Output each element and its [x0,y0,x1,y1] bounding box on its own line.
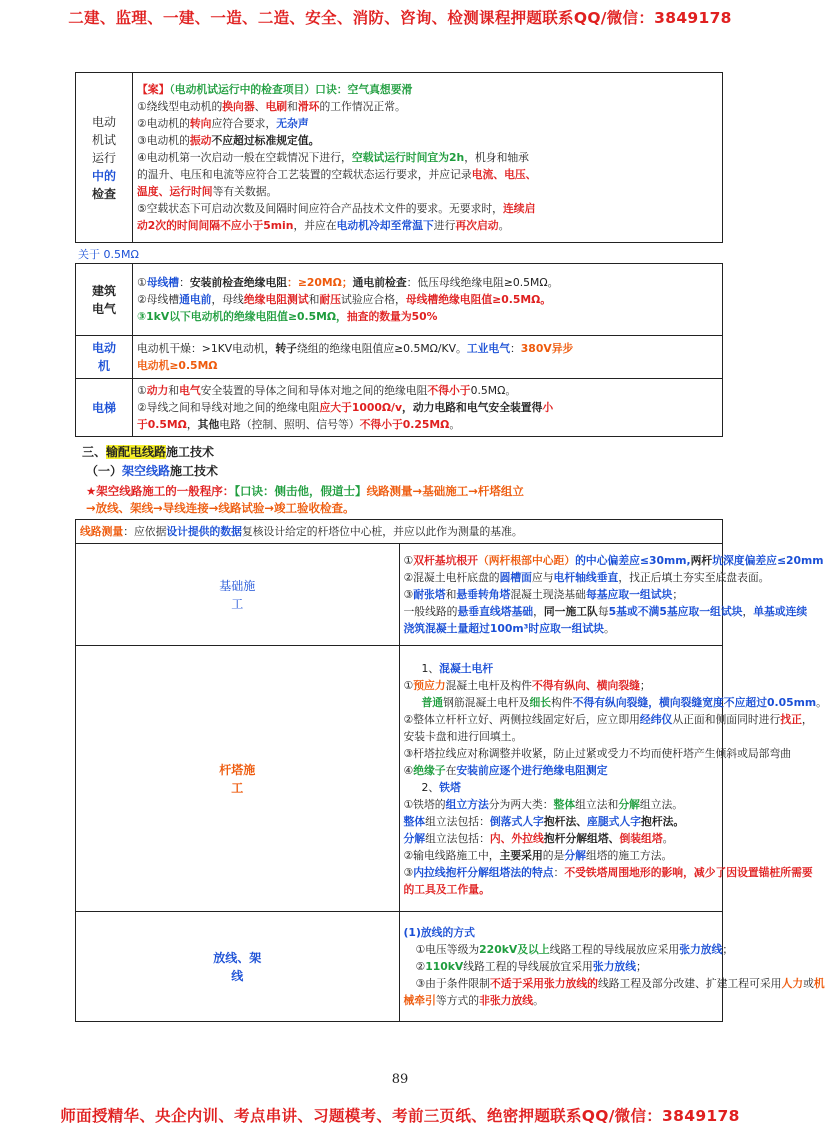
stringing-content: (1)放线的方式 ①电压等级为220kV及以上线路工程的导线展放应采用张力放线； ②110kV线路工程的导线展放宜采用张力放线； ③由于条件限制不适于采用张力放线的线路工程及部分改建、扩建工程可采用人力或机 械牵引等方式的非张力放线。 [399,912,723,1022]
building-electrical-label: 建筑 电气 [76,264,133,336]
tower-label: 杆塔施 工 [76,646,400,912]
note-05-mohm: 关于 0.5MΩ [78,248,139,261]
overhead-line-table [75,519,827,1022]
tower-content: 1、混凝土电杆 ①预应力混凝土电杆及构件不得有纵向、横向裂缝； 普通钢筋混凝土电杆及细长构件不得有纵向裂缝，横向裂缝宽度不应超过0.05mm。 ②整体立杆杆立好、两侧拉线固定好后，应立即用经纬仪从正面和侧面同时进行找正， 安装卡盘和进行回填土。 ③杆塔拉线应对称调整并收紧，防止过紧或受力不均而使杆塔产生倾斜或局部弯曲 ④绝缘子在安装前应逐个进行绝缘电阻测定 2、铁塔 ①铁塔的组立方法分为两大类：整体组立法和分解组立法。 整体组立法包括：倒落式人字抱杆法、座腿式人字抱杆法。 分解组立法包括：内、外拉线抱杆分解组塔、倒装组塔。 ②输电线路施工中，主要采用的是分解组塔的施工方法。 ③内拉线抱杆分解组塔法的特点：不受铁塔周围地形的影响，减少了因设置锚桩所需要 的工具及工作量。 [399,646,723,912]
section-3-heading: 三、输配电线路施工技术 [82,445,215,459]
stringing-label: 放线、架 线 [76,912,400,1022]
line-survey-row: 线路测量：应依据设计提供的数据复核设计给定的杆塔位中心桩，并应以此作为测量的基准。 [76,520,723,544]
motor-check-table [75,72,723,243]
motor-label: 电动 机 [76,336,133,379]
building-electrical-content: ①母线槽：安装前检查绝缘电阻：≥20MΩ；通电前检查：低压母线绝缘电阻≥0.5MΩ。 ②母线槽通电前，母线绝缘电阻测试和耐压试验应合格，母线槽绝缘电阻值≥0.5MΩ。 ③1kV以下电动机的绝缘电阻值≥0.5MΩ，抽查的数量为50% [133,264,723,336]
top-promo-banner: 二建、监理、一建、一造、二造、安全、消防、咨询、检测课程押题联系QQ/微信：3849178 [68,9,732,27]
section-3-1-heading: （一）架空线路施工技术 [86,464,219,478]
insulation-table [75,263,723,437]
motor-check-content: 【案】（电动机试运行中的检查项目）口诀：空气真想要滑 ①绕线型电动机的换向器、电刷和滑环的工作情况正常。 ②电动机的转向应符合要求，无杂声 ③电动机的振动不应超过标准规定值。 ④电动机第一次启动一般在空载情况下进行，空载试运行时间宜为2h，机身和轴承 的温升、电压和电流等应符合工艺装置的空载状态运行要求，并应记录电流、电压、 温度、运行时间等有关数据。 ⑤空载状态下可启动次数及间隔时间应符合产品技术文件的要求。无要求时，连续启 动2次的时间间隔不应小于5min，并应在电动机冷却至常温下进行再次启动。 [133,73,723,243]
motor-content: 电动机干燥：>1KV电动机，转子绕组的绝缘电阻值应≥0.5MΩ/KV。工业电气：380V异步 电动机≥0.5MΩ [133,336,723,379]
page-number: 89 [391,1072,409,1087]
general-procedure: ★架空线路施工的一般程序：【口诀：侧击他，假道士】线路测量→基础施工→杆塔组立 →放线、架线→导线连接→线路试验→竣工验收检查。 [86,484,524,515]
elevator-label: 电梯 [76,379,133,437]
foundation-content: ①双杆基坑根开（两杆根部中心距）的中心偏差应≤30mm,两杆坑深度偏差应≤20mm ②混凝土电杆底盘的圆槽面应与电杆轴线垂直，找正后填土夯实至底盘表面。 ③耐张塔和悬垂转角塔混凝土现浇基础每基应取一组试块； 一般线路的悬垂直线塔基础，同一施工队每5基或不满5基应取一组试块，单基或连续 浇筑混凝土量超过100m³时应取一组试块。 [399,544,723,646]
elevator-content: ①动力和电气安全装置的导体之间和导体对地之间的绝缘电阻不得小于0.5MΩ。 ②导线之间和导线对地之间的绝缘电阻应大于1000Ω/v，动力电路和电气安全装置得小 于0.5MΩ，其他电路（控制、照明、信号等）不得小于0.25MΩ。 [133,379,723,437]
foundation-label: 基础施 工 [76,544,400,646]
motor-check-label: 电动 机试 运行 中的 检查 [76,73,133,243]
bottom-promo-banner: 师面授精华、央企内训、考点串讲、习题模考、考前三页纸、绝密押题联系QQ/微信：3849178 [60,1107,740,1125]
